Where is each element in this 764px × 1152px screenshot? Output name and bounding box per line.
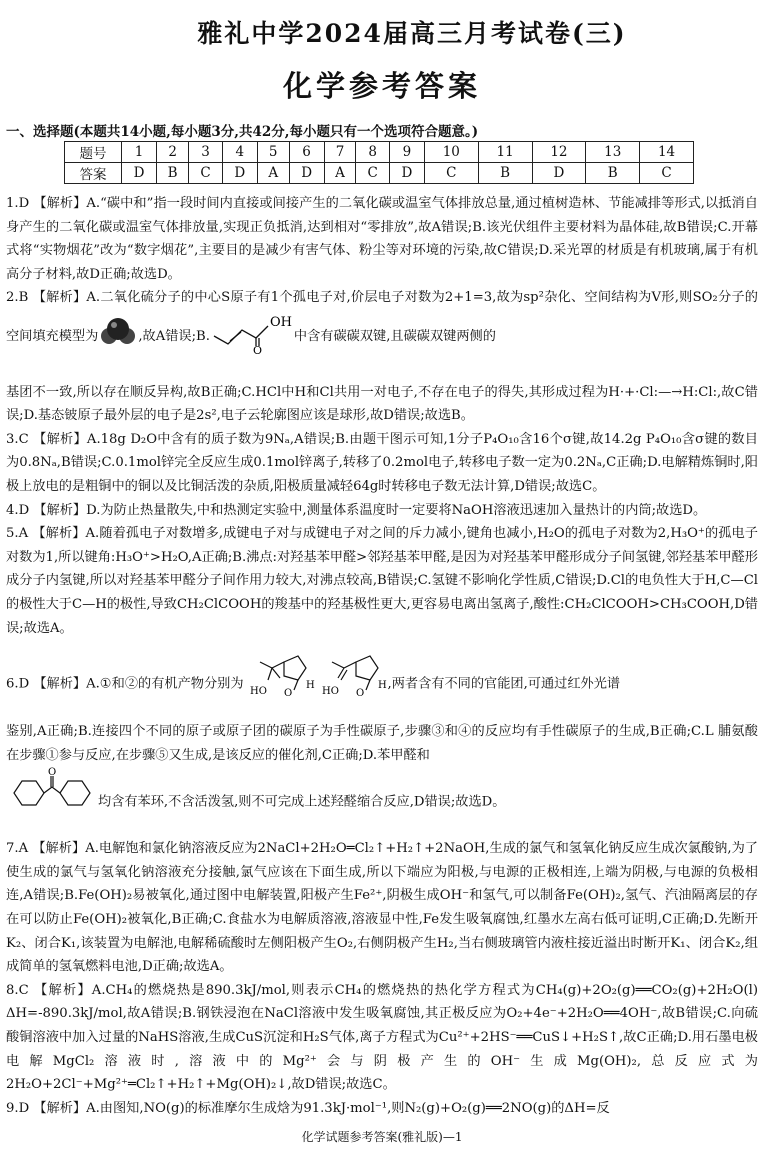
- question-6-end: 均含有苯环,不含活泼氢,则不可完成上述羟醛缩合反应,D错误;故选D。: [98, 794, 506, 810]
- table-header-answer: 答案: [65, 163, 122, 184]
- question-2-part-a: [6, 286, 758, 362]
- table-cell: D: [389, 163, 424, 184]
- table-cell: 8: [356, 142, 390, 163]
- table-cell: 3: [189, 142, 223, 163]
- table-cell: 6: [289, 142, 324, 163]
- table-header-number: 题号: [65, 142, 122, 163]
- table-cell: C: [640, 163, 694, 184]
- question-6-part-c: [6, 767, 758, 837]
- product-1-structure: [244, 648, 316, 720]
- question-2-part-b: 基团不一致,所以存在顺反异构,故B正确;C.HCl中H和Cl共用一对电子,不存在电子的得失,其形成过程为H·+·Cl:—→H:Cl:,故C错误;D.基态铍原子最外层的电子是2s²,电子云轮廓图应该是球形,故D错误;故选B。: [6, 384, 758, 424]
- ho-label: HO: [249, 686, 267, 698]
- table-cell: B: [586, 163, 640, 184]
- question-6-text: 6.D 【解析】A.①和②的有机产物分别为: [6, 676, 244, 692]
- question-2-mid: ,故A错误;B.: [138, 328, 210, 344]
- question-2-tail: 中含有碳碳双键,且碳碳双键两侧的: [293, 328, 496, 344]
- table-cell: D: [289, 163, 324, 184]
- question-5: 5.A 【解析】A.随着孤电子对数增多,成键电子对与成键电子对之间的斥力减小,键角也减小,H₂O的孤电子对数为2,H₃O⁺的孤电子对数为1,所以键角:H₃O⁺>H₂O,A正确;B.沸点:对羟基苯甲醛>邻羟基苯甲醛,是因为对羟基苯甲醛形成分子间氢键,邻羟基苯甲醛形成分子内氢键,所以对羟基苯甲醛分子间作用力较大,对沸点较高,B错误;C.氢键不影响化学性质,C错误;D.Cl的电负性大于H,C—Cl的极性大于C—H的极性,导致CH₂ClCOOH的羧基中的羟基极性更大,更容易电离出氢离子,酸性:CH₂ClCOOH>CH₃COOH,D错误;故选A。: [6, 526, 758, 636]
- table-cell: 4: [222, 142, 257, 163]
- question-6-tail: ,两者含有不同的官能团,可通过红外光谱: [387, 676, 621, 692]
- table-cell: 7: [324, 142, 356, 163]
- table-cell: 11: [478, 142, 532, 163]
- table-cell: 2: [156, 142, 188, 163]
- table-cell: A: [324, 163, 356, 184]
- table-cell: D: [222, 163, 257, 184]
- table-cell: 10: [424, 142, 478, 163]
- o-label: O: [283, 688, 292, 699]
- table-cell: B: [478, 163, 532, 184]
- question-1: 1.D 【解析】A.“碳中和”指一段时间内直接或间接产生的二氧化碳或温室气体排放总量,通过植树造林、节能减排等形式,以抵消自身产生的二氧化碳或温室气体排放量,实现正负抵消,达到相对“零排放”,故A错误;B.该光伏组件主要材料为晶体硅,故B错误;C.开幕式将“实物烟花”改为“数字烟花”,主要目的是减少有害气体、粉尘等对环境的污染,故C错误;D.采光罩的材质是有机玻璃,属于有机高分子材料,故D正确;故选D。: [6, 196, 758, 282]
- table-row-numbers: [65, 142, 694, 163]
- table-cell: C: [189, 163, 223, 184]
- question-9: 9.D 【解析】A.由图知,NO(g)的标准摩尔生成焓为91.3kJ·mol⁻¹,则N₂(g)+O₂(g)══2NO(g)的ΔH=反: [6, 1100, 610, 1116]
- h-label: H: [377, 680, 387, 692]
- answer-table: [64, 141, 694, 184]
- table-cell: C: [356, 163, 390, 184]
- o-label: O: [252, 343, 262, 354]
- page-footer: 化学试题参考答案(雅礼版)—1: [301, 1130, 463, 1144]
- table-cell: B: [156, 163, 188, 184]
- question-6-part-b: 鉴别,A正确;B.连接四个不同的原子或原子团的碳原子为手性碳原子,步骤③和④的反应均有手性碳原子的生成,B正确;C.L 脯氨酸在步骤①参与反应,在步骤⑤又生成,是该反应的催化剂,C正确;D.苯甲醛和: [6, 724, 758, 763]
- section-heading: 一、选择题(本题共14小题,每小题3分,共42分,每小题只有一个选项符合题意。): [6, 124, 479, 140]
- question-2-text: 2.B 【解析】A.二氧化硫分子的中心S原子有1个孤电子对,价层电子对数为2+1=3,故为sp²杂化、空间结构为V形,则SO₂分子的空间填充模型为: [6, 290, 758, 344]
- question-6-part-a: [6, 648, 758, 720]
- o-label: O: [355, 688, 364, 699]
- school-title: 雅礼中学2024届高三月考试卷(三): [197, 19, 627, 48]
- table-cell: D: [122, 163, 157, 184]
- h-label: H: [305, 680, 315, 692]
- product-2-structure: [316, 648, 388, 720]
- table-cell: 9: [389, 142, 424, 163]
- table-cell: 14: [640, 142, 694, 163]
- ho-label: HO: [321, 686, 339, 698]
- o-label: O: [48, 767, 57, 779]
- table-cell: 13: [586, 142, 640, 163]
- table-cell: 1: [122, 142, 157, 163]
- explanations: [6, 192, 758, 1120]
- question-3: 3.C 【解析】A.18g D₂O中含有的质子数为9Nₐ,A错误;B.由题干图示可知,1分子P₄O₁₀含16个σ键,故14.2g P₄O₁₀含σ键的数目为0.8Nₐ,B错误;C.0.1mol锌完全反应生成0.1mol锌离子,转移了0.2mol电子,转移电子数一定为0.2Nₐ,C正确;D.电解精炼铜时,阳极上放电的是粗铜中的铜以及比铜活泼的杂质,阳极质量减轻64g时转移电子数无法计算,D错误;故选C。: [6, 431, 758, 494]
- table-cell: A: [257, 163, 289, 184]
- table-cell: C: [424, 163, 478, 184]
- table-row-answers: [65, 163, 694, 184]
- butenoic-acid-structure: [210, 310, 294, 363]
- answer-title: 化学参考答案: [282, 69, 481, 103]
- benzophenone-structure: [6, 767, 98, 837]
- oh-label: OH: [269, 314, 292, 330]
- question-7: 7.A 【解析】A.电解饱和氯化钠溶液反应为2NaCl+2H₂O═Cl₂↑+H₂↑+2NaOH,生成的氯气和氢氧化钠反应生成次氯酸钠,为了使生成的氯气与氢氧化钠溶液充分接触,氯气应该在下面生成,所以下端应为阳极,与电源的正极相连,上端为阴极,与电源的负极相连,A错误;B.Fe(OH)₂易被氧化,通过图中电解装置,阳极产生Fe²⁺,阴极生成OH⁻和氢气,可以制备Fe(OH)₂,氢气、汽油隔离层的存在可以防止Fe(OH)₂被氧化,B正确;C.食盐水为电解质溶液,溶液显中性,Fe发生吸氧腐蚀,红墨水左高右低可证明,C正确;D.先断开K₂、闭合K₁,该装置为电解池,电解稀硫酸时左侧阳极产生O₂,右侧阴极产生H₂,当右侧玻璃管内液柱接近溢出时断开K₁、闭合K₂,组成简单的氢氧燃料电池,D正确;故选A。: [6, 841, 758, 975]
- so2-space-filling-model: [98, 317, 138, 356]
- table-cell: 5: [257, 142, 289, 163]
- table-cell: D: [532, 163, 586, 184]
- table-cell: 12: [532, 142, 586, 163]
- question-8: 8.C 【解析】A.CH₄的燃烧热是890.3kJ/mol,则表示CH₄的燃烧热的热化学方程式为CH₄(g)+2O₂(g)══CO₂(g)+2H₂O(l) ΔH=-890.3kJ/mol,故A错误;B.钢铁浸泡在NaCl溶液中发生吸氧腐蚀,其正极反应为O₂+4e⁻+2H₂O══4OH⁻,故B错误;C.向硫酸铜溶液中加入过量的NaHS溶液,生成CuS沉淀和H₂S气体,离子方程式为Cu²⁺+2HS⁻══CuS↓+H₂S↑,故C正确;D.用石墨电极电解MgCl₂溶液时,溶液中的Mg²⁺会与阴极产生的OH⁻生成Mg(OH)₂,总反应式为2H₂O+2Cl⁻+Mg²⁺═Cl₂↑+H₂↑+Mg(OH)₂↓,故D错误;故选C。: [6, 982, 758, 1093]
- question-4: 4.D 【解析】D.为防止热量散失,中和热测定实验中,测量体系温度时一定要将NaOH溶液迅速加入量热计的内筒;故选D。: [6, 502, 707, 518]
